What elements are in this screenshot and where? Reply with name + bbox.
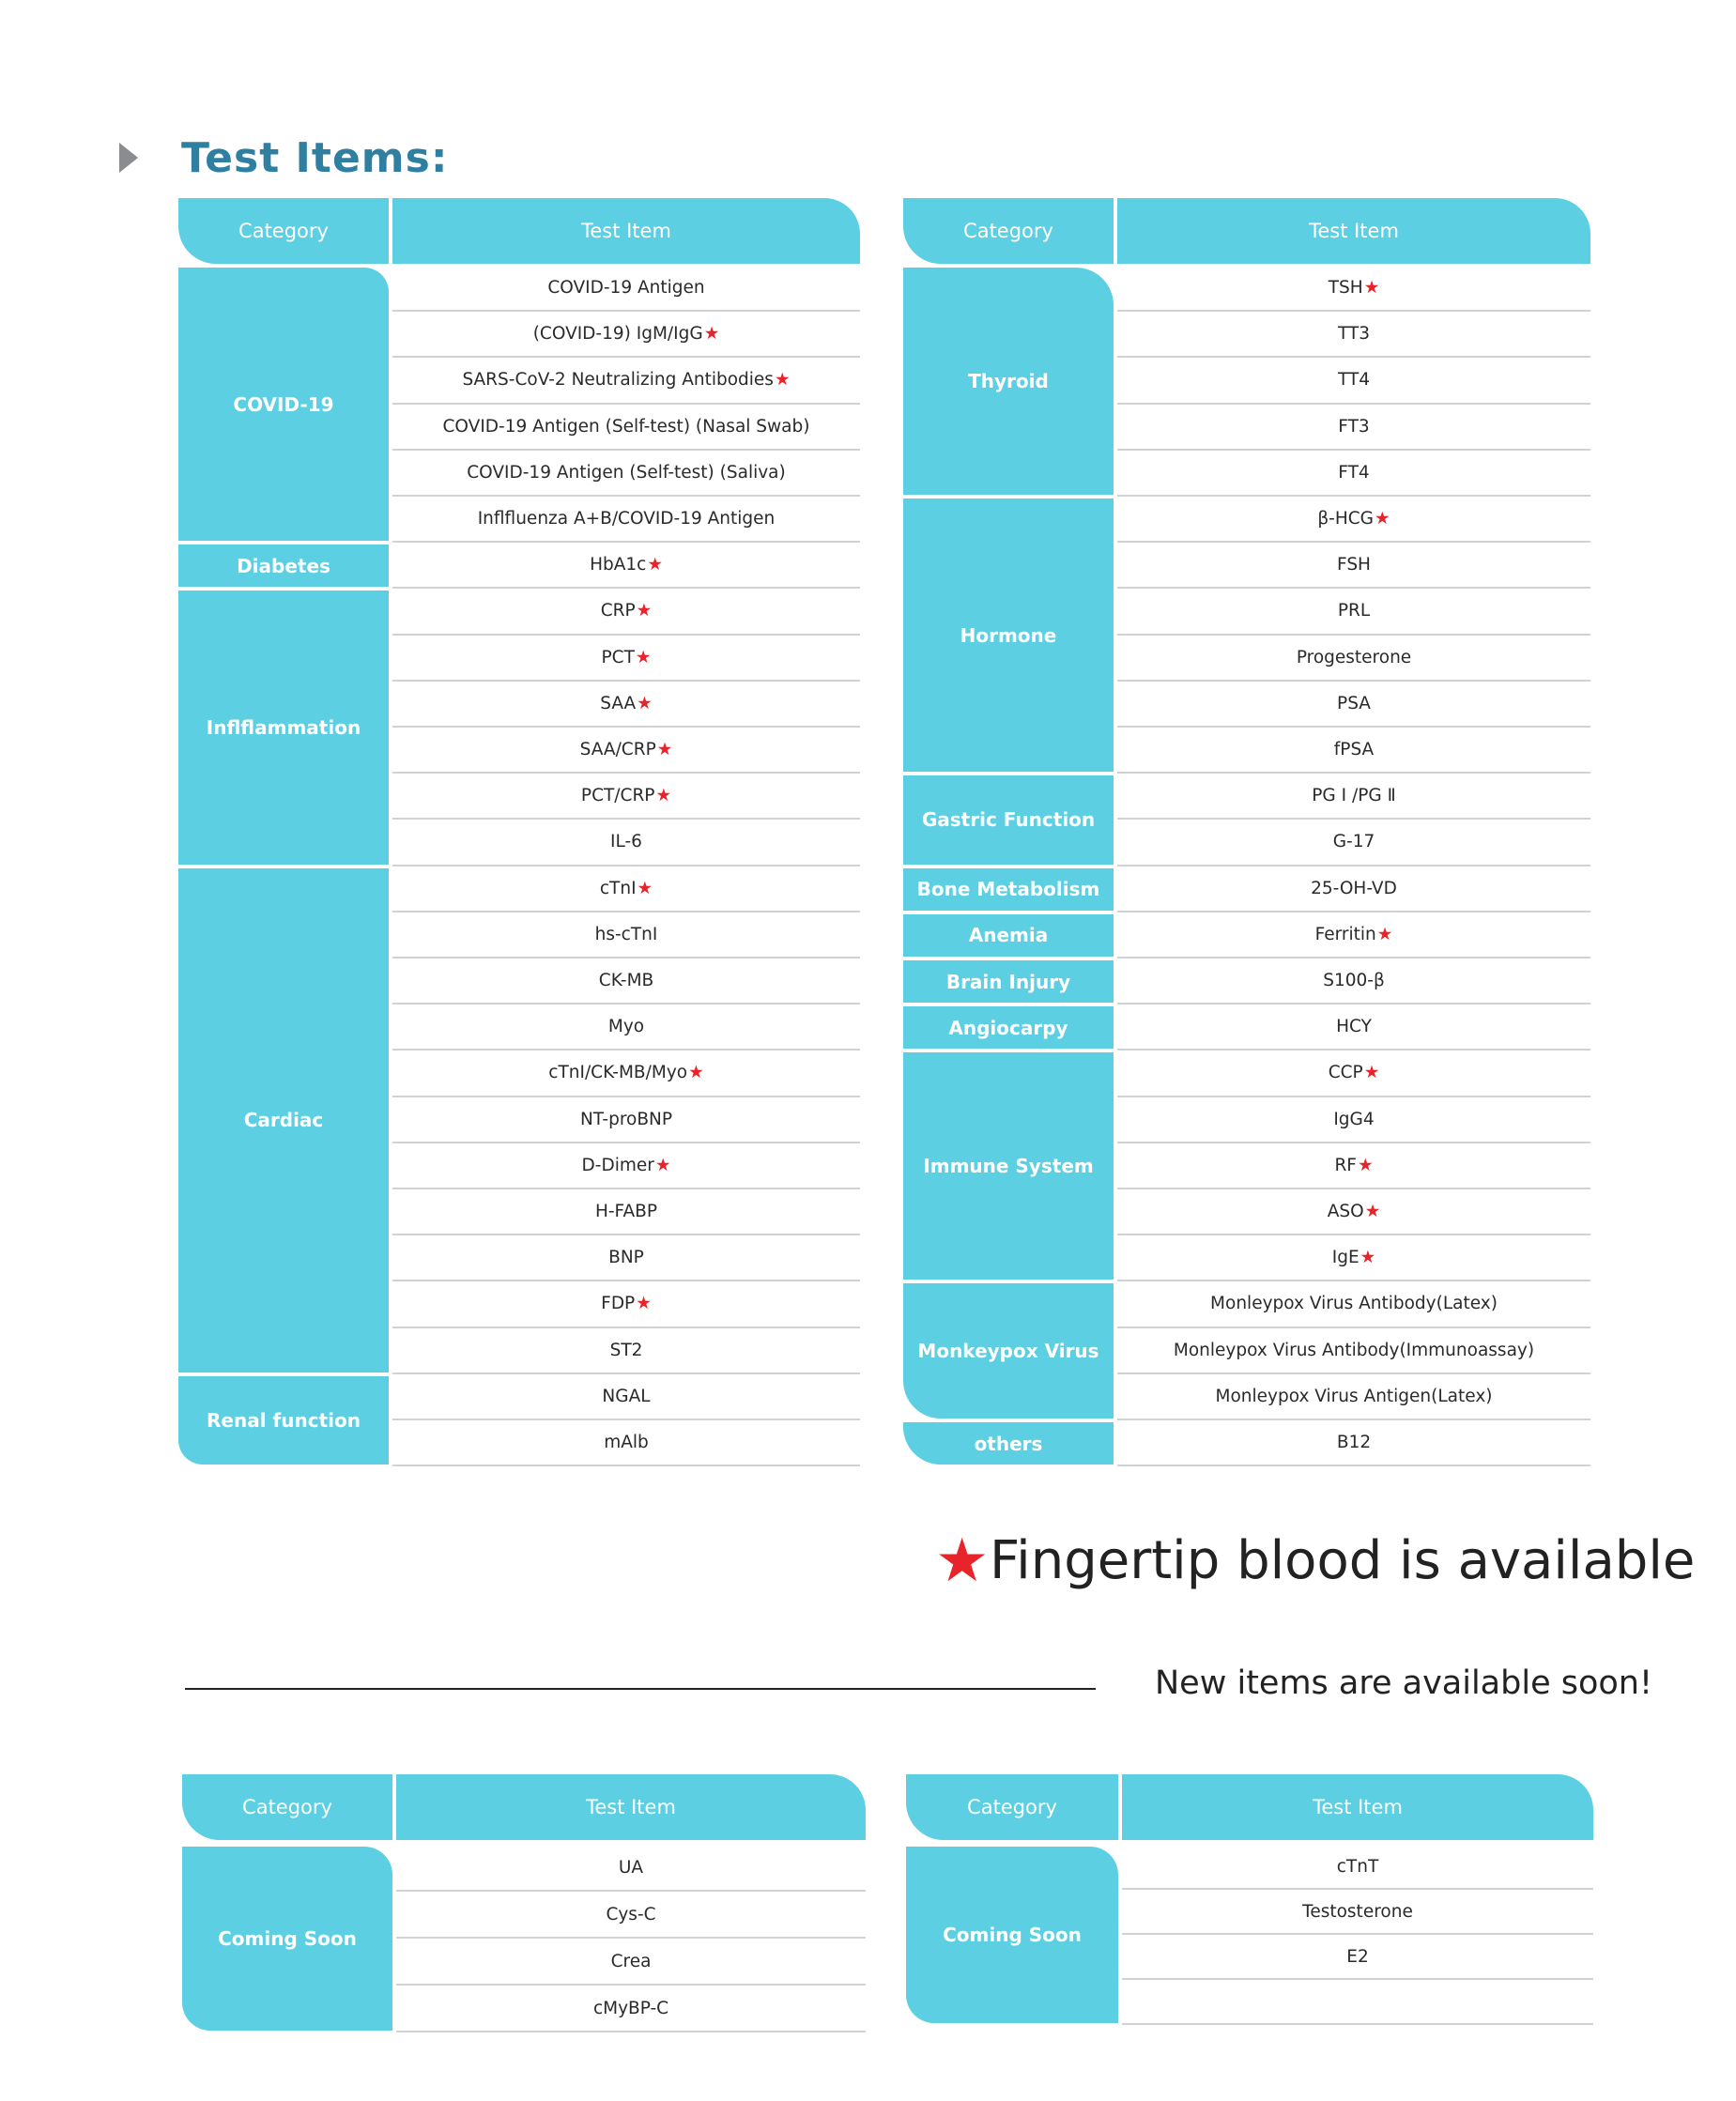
table-row bbox=[392, 1281, 860, 1327]
test-item-name: β-HCG bbox=[1317, 509, 1375, 529]
table-row bbox=[1117, 912, 1590, 958]
header-category: Category bbox=[178, 198, 389, 264]
header-test-item: Test Item bbox=[1122, 1774, 1593, 1840]
test-item-name: COVID-19 Antigen (Self-test) (Nasal Swab) bbox=[442, 416, 810, 437]
star-icon: ★ bbox=[1360, 1248, 1376, 1268]
test-item-name: Monleypox Virus Antibody(Latex) bbox=[1210, 1294, 1498, 1314]
category-cell: Diabetes bbox=[178, 544, 389, 587]
category-cell: Brain Injury bbox=[903, 960, 1114, 1003]
star-icon: ★ bbox=[935, 1526, 990, 1596]
test-item-name: TT3 bbox=[1337, 324, 1371, 345]
test-item-name: Inflfluenza A+B/COVID-19 Antigen bbox=[477, 509, 776, 529]
test-items-table-right bbox=[903, 198, 1590, 1466]
star-icon: ★ bbox=[655, 786, 672, 806]
test-item-name: RF bbox=[1334, 1155, 1357, 1175]
test-item-name: NT-proBNP bbox=[579, 1109, 673, 1129]
table-row bbox=[1117, 728, 1590, 774]
category-cell: Anemia bbox=[903, 914, 1114, 957]
test-item-name: Testosterone bbox=[1302, 1901, 1413, 1922]
divider-line bbox=[185, 1688, 1096, 1690]
section-heading bbox=[119, 130, 448, 186]
category-cell: Hormone bbox=[903, 498, 1114, 772]
test-item-name: FT3 bbox=[1338, 416, 1370, 437]
table-row bbox=[392, 312, 860, 358]
test-item-name: NGAL bbox=[602, 1386, 651, 1406]
star-icon: ★ bbox=[1364, 1202, 1381, 1222]
category-cell: Renal function bbox=[178, 1376, 389, 1465]
test-item-name: Monleypox Virus Antigen(Latex) bbox=[1215, 1386, 1493, 1406]
table-row bbox=[392, 866, 860, 912]
table-row bbox=[392, 1050, 860, 1097]
table-row bbox=[1117, 266, 1590, 312]
table-row bbox=[392, 1420, 860, 1466]
coming-soon-table-left bbox=[182, 1774, 866, 2032]
test-item-name: BNP bbox=[608, 1248, 644, 1268]
test-item-name: fPSA bbox=[1333, 740, 1375, 760]
table-row bbox=[396, 1986, 866, 2032]
table-row bbox=[392, 589, 860, 635]
category-cell: Angiocarpy bbox=[903, 1006, 1114, 1049]
table-row bbox=[396, 1892, 866, 1939]
table-row bbox=[1117, 497, 1590, 543]
table-row bbox=[1117, 405, 1590, 451]
star-icon: ★ bbox=[1363, 278, 1380, 299]
table-row bbox=[1122, 1845, 1593, 1890]
test-item-name: IL-6 bbox=[610, 832, 642, 852]
category-cell: Inflflammation bbox=[178, 590, 389, 864]
table-row bbox=[1117, 774, 1590, 820]
star-icon: ★ bbox=[636, 1294, 652, 1314]
category-cell: others bbox=[903, 1422, 1114, 1465]
test-item-name: ASO bbox=[1327, 1202, 1364, 1222]
test-items-table-left bbox=[178, 198, 860, 1466]
table-row bbox=[1117, 1189, 1590, 1235]
table-row bbox=[1117, 820, 1590, 866]
test-item-name: E2 bbox=[1346, 1946, 1369, 1967]
table-row bbox=[1117, 1420, 1590, 1466]
coming-soon-note: New items are available soon! bbox=[1155, 1664, 1653, 1702]
table-row bbox=[1117, 866, 1590, 912]
coming-soon-table-right bbox=[906, 1774, 1593, 2025]
table-row bbox=[392, 1143, 860, 1189]
table-row bbox=[392, 1328, 860, 1374]
table-row bbox=[392, 1235, 860, 1281]
category-cell: COVID-19 bbox=[178, 268, 389, 541]
table-row bbox=[1117, 358, 1590, 404]
test-item-name: 25-OH-VD bbox=[1311, 878, 1397, 898]
table-row bbox=[1117, 1050, 1590, 1097]
table-row bbox=[392, 266, 860, 312]
star-icon: ★ bbox=[1375, 509, 1390, 529]
category-cell: Coming Soon bbox=[906, 1847, 1118, 2023]
header-category: Category bbox=[182, 1774, 392, 1840]
category-cell: Monkeypox Virus bbox=[903, 1283, 1114, 1419]
category-cell: Cardiac bbox=[178, 868, 389, 1373]
header-test-item: Test Item bbox=[1117, 198, 1590, 264]
star-icon: ★ bbox=[637, 693, 653, 713]
table-row bbox=[1117, 1374, 1590, 1420]
test-item-name: CCP bbox=[1328, 1063, 1363, 1083]
table-row bbox=[392, 636, 860, 682]
star-icon: ★ bbox=[1363, 1063, 1380, 1083]
table-row bbox=[392, 774, 860, 820]
table-row bbox=[1117, 312, 1590, 358]
test-item-name: PRL bbox=[1337, 601, 1371, 621]
triangle-bullet-icon bbox=[119, 143, 138, 173]
star-icon: ★ bbox=[656, 740, 673, 760]
star-icon: ★ bbox=[1357, 1155, 1374, 1175]
test-item-name: S100-β bbox=[1323, 971, 1385, 991]
test-item-name: SAA/CRP bbox=[579, 740, 656, 760]
header-test-item: Test Item bbox=[396, 1774, 866, 1840]
test-item-name: mAlb bbox=[604, 1433, 649, 1453]
star-icon: ★ bbox=[774, 370, 791, 391]
star-icon: ★ bbox=[635, 647, 652, 667]
category-cell: Immune System bbox=[903, 1052, 1114, 1280]
test-item-name: PSA bbox=[1337, 693, 1371, 713]
test-item-name: ST2 bbox=[609, 1340, 643, 1360]
page-title: Test Items: bbox=[181, 133, 449, 182]
table-row bbox=[392, 405, 860, 451]
star-icon: ★ bbox=[637, 878, 653, 898]
test-item-name: Cys-C bbox=[606, 1904, 656, 1925]
test-item-name: cTnI/CK-MB/Myo bbox=[548, 1063, 688, 1083]
test-item-name: PCT/CRP bbox=[580, 786, 655, 806]
table-row bbox=[1117, 1281, 1590, 1327]
test-item-name: hs-cTnI bbox=[594, 924, 658, 944]
table-row bbox=[392, 1004, 860, 1050]
table-row bbox=[392, 912, 860, 958]
table-row bbox=[1117, 1235, 1590, 1281]
test-item-name: SARS-CoV-2 Neutralizing Antibodies bbox=[462, 370, 774, 391]
table-row bbox=[392, 451, 860, 497]
table-row bbox=[392, 1097, 860, 1143]
table-row bbox=[392, 820, 860, 866]
table-row bbox=[1122, 1935, 1593, 1980]
test-item-name: Progesterone bbox=[1296, 647, 1412, 667]
star-icon: ★ bbox=[703, 324, 720, 345]
table-row bbox=[392, 1374, 860, 1420]
category-cell: Gastric Function bbox=[903, 775, 1114, 864]
table-row bbox=[1122, 1890, 1593, 1935]
table-row bbox=[1117, 958, 1590, 1004]
table-row bbox=[392, 728, 860, 774]
star-icon: ★ bbox=[647, 555, 663, 575]
table-row bbox=[1117, 451, 1590, 497]
header-test-item: Test Item bbox=[392, 198, 860, 264]
table-row bbox=[396, 1845, 866, 1892]
star-icon: ★ bbox=[1376, 924, 1393, 944]
test-item-name: B12 bbox=[1336, 1433, 1372, 1453]
table-row bbox=[1117, 589, 1590, 635]
category-cell: Bone Metabolism bbox=[903, 868, 1114, 911]
test-item-name: COVID-19 Antigen (Self-test) (Saliva) bbox=[467, 462, 786, 483]
test-item-name: IgG4 bbox=[1333, 1109, 1375, 1129]
test-item-name: Monleypox Virus Antibody(Immunoassay) bbox=[1173, 1340, 1535, 1360]
test-item-name: TSH bbox=[1328, 278, 1363, 299]
test-item-name: FT4 bbox=[1338, 462, 1370, 483]
test-item-name: PG Ⅰ /PG Ⅱ bbox=[1312, 786, 1396, 806]
fingertip-note: Fingertip blood is available bbox=[990, 1530, 1696, 1591]
test-item-name: TT4 bbox=[1337, 370, 1371, 391]
table-row bbox=[1117, 1004, 1590, 1050]
header-category: Category bbox=[903, 198, 1114, 264]
test-item-name: HCY bbox=[1336, 1017, 1372, 1037]
star-icon: ★ bbox=[688, 1063, 704, 1083]
test-item-name: (COVID-19) IgM/IgG bbox=[532, 324, 703, 345]
table-row bbox=[1117, 636, 1590, 682]
table-row bbox=[392, 958, 860, 1004]
table-row bbox=[392, 543, 860, 589]
test-item-name: COVID-19 Antigen bbox=[547, 278, 705, 299]
test-item-name: G-17 bbox=[1332, 832, 1375, 852]
table-row bbox=[1117, 682, 1590, 728]
test-item-name: cMyBP-C bbox=[592, 1998, 669, 2018]
table-row bbox=[1117, 543, 1590, 589]
header-category: Category bbox=[906, 1774, 1118, 1840]
test-item-name: SAA bbox=[600, 693, 637, 713]
test-item-name: HbA1c bbox=[590, 555, 647, 575]
test-item-name: Ferritin bbox=[1314, 924, 1376, 944]
table-row bbox=[396, 1939, 866, 1986]
test-item-name: FDP bbox=[601, 1294, 636, 1314]
test-item-name: FSH bbox=[1337, 555, 1371, 575]
table-row bbox=[392, 1189, 860, 1235]
table-row bbox=[1117, 1328, 1590, 1374]
test-item-name: CRP bbox=[600, 601, 636, 621]
category-cell: Thyroid bbox=[903, 268, 1114, 495]
category-cell: Coming Soon bbox=[182, 1847, 392, 2031]
table-row bbox=[1122, 1980, 1593, 2025]
test-item-name: IgE bbox=[1331, 1248, 1360, 1268]
test-item-name: cTnI bbox=[599, 878, 637, 898]
test-item-name: Crea bbox=[610, 1951, 652, 1971]
star-icon: ★ bbox=[654, 1155, 671, 1175]
test-item-name: UA bbox=[618, 1857, 644, 1878]
star-icon: ★ bbox=[636, 601, 653, 621]
test-item-name: Myo bbox=[607, 1017, 645, 1037]
test-item-name: D-Dimer bbox=[581, 1155, 654, 1175]
table-row bbox=[392, 682, 860, 728]
table-row bbox=[1117, 1143, 1590, 1189]
test-item-name: H-FABP bbox=[594, 1202, 658, 1222]
table-row bbox=[392, 358, 860, 404]
test-item-name: cTnT bbox=[1336, 1856, 1379, 1877]
test-item-name: PCT bbox=[601, 647, 635, 667]
table-row bbox=[392, 497, 860, 543]
table-row bbox=[1117, 1097, 1590, 1143]
test-item-name: CK-MB bbox=[598, 971, 654, 991]
